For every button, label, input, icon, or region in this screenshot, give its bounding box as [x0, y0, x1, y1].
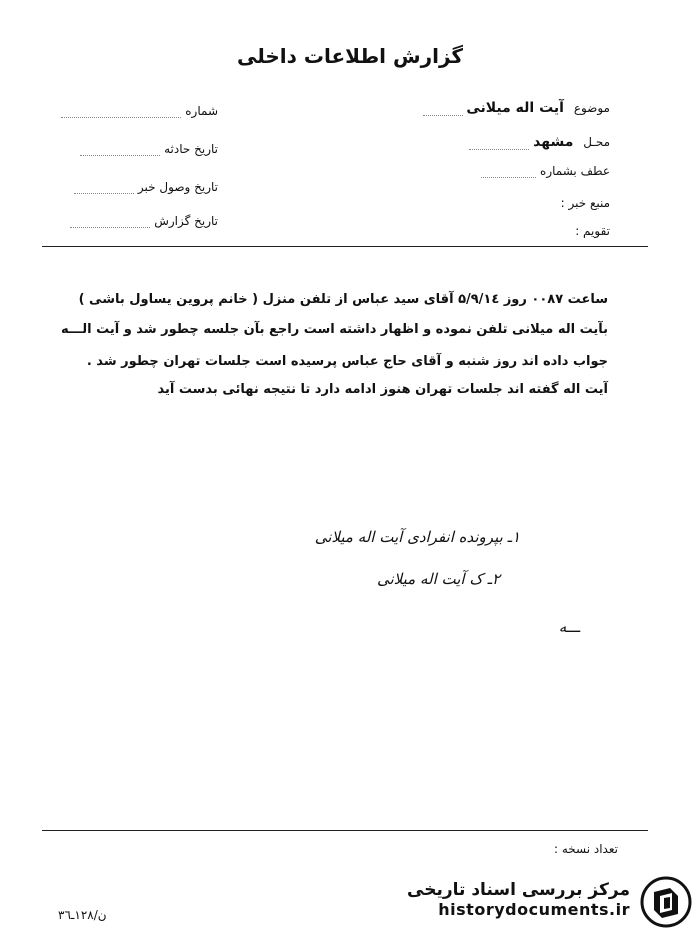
- location-label: محـل: [583, 135, 610, 149]
- number-label: شماره: [185, 104, 218, 118]
- location-field: [469, 134, 610, 150]
- reference-label: عطف بشماره: [540, 164, 610, 178]
- page-title: گزارش اطلاعات داخلی: [236, 44, 464, 68]
- body-line-2: بآیت اله میلانی تلفن نموده و اظهار داشته است راجع بآن جلسه چطور شد و آیت الـــه: [61, 322, 608, 337]
- received-date-dots: [74, 183, 134, 194]
- header-divider: [42, 246, 648, 247]
- archive-name: مرکز بررسی اسناد تاریخی: [407, 880, 630, 900]
- footer-divider: [42, 830, 648, 831]
- incident-date-field: [80, 142, 218, 156]
- reference-field: [481, 164, 610, 178]
- received-date-field: [74, 180, 218, 194]
- archive-logo-icon: [640, 876, 692, 928]
- reference-dots: [481, 167, 536, 178]
- body-line-1: ساعت ۰۰۸۷ روز ۵/۹/۱٤ آقای سید عباس از تلفن منزل ( خانم پروین یساول باشی ): [78, 292, 608, 307]
- annotation-mark: ـــه: [558, 618, 580, 636]
- archive-url: historydocuments.ir: [438, 900, 630, 919]
- subject-dots: [423, 105, 463, 116]
- annotation-line-1: ۱ـ بپرونده انفرادی آیت اله میلانی: [314, 528, 520, 546]
- body-line-3: جواب داده اند روز شنبه و آقای حاج عباس پرسیده است جلسات تهران چطور شد .: [86, 354, 608, 369]
- location-dots: [469, 139, 529, 150]
- report-date-dots: [70, 217, 150, 228]
- subject-value: آیت اله میلانی: [466, 100, 564, 116]
- incident-date-dots: [80, 145, 160, 156]
- location-value: مشهد: [533, 134, 574, 150]
- assessment-field: [575, 224, 610, 238]
- received-date-label: تاریخ وصول خبر: [137, 180, 218, 194]
- report-date-field: [70, 214, 218, 228]
- annotation-line-2: ۲ـ ک آیت اله میلانی: [377, 570, 500, 588]
- report-date-label: تاریخ گزارش: [154, 214, 218, 228]
- source-field: [561, 196, 610, 210]
- source-label: منبع خبر :: [560, 196, 610, 210]
- subject-field: [423, 100, 610, 116]
- archive-logo-text: [407, 880, 630, 919]
- subject-label: موضوع: [573, 101, 610, 115]
- number-field: [61, 104, 218, 118]
- incident-date-label: تاریخ حادثه: [164, 142, 218, 156]
- number-dots: [61, 107, 181, 118]
- assessment-label: تقویم :: [575, 224, 610, 238]
- body-line-4: آیت اله گفته اند جلسات تهران هنوز ادامه دارد تا نتیجه نهائی بدست آید: [157, 382, 608, 397]
- document-number: ن/۱۲۸ـ۳٦: [58, 908, 107, 922]
- copies-label: تعداد نسخه :: [553, 842, 618, 856]
